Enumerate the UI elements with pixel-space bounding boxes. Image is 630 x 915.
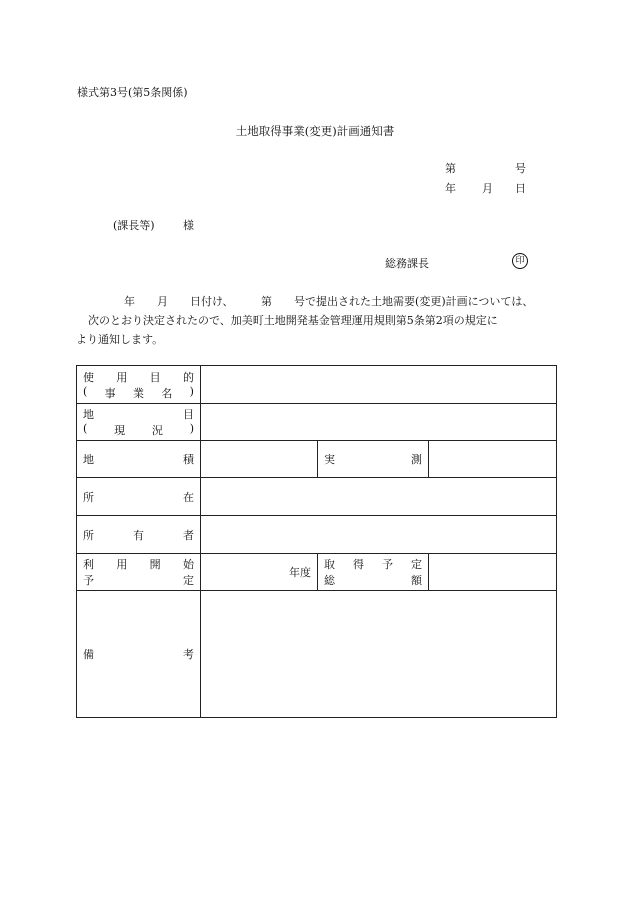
- body-line-2: 次のとおり決定されたので、加美町土地開発基金管理運用規則第5条第2項の規定に: [88, 314, 498, 327]
- landcat-label-2: [83, 422, 194, 438]
- start-value-suffix: 年度: [289, 566, 311, 579]
- label-char: 目: [149, 370, 161, 384]
- label-char: 目: [183, 408, 194, 421]
- landcat-label: [77, 404, 201, 441]
- label-char: 定: [411, 558, 422, 571]
- owner-row: [77, 516, 557, 554]
- label-char: (: [83, 384, 88, 398]
- location-label: [77, 478, 201, 516]
- label-char: 始: [182, 558, 194, 571]
- label-char: 事: [104, 386, 116, 400]
- addressee-honorific: 様: [183, 219, 194, 232]
- area-value[interactable]: [201, 441, 318, 478]
- label-char: 在: [183, 490, 194, 504]
- label-char: 予: [382, 558, 393, 571]
- form-number-label: 様式第3号(第5条関係): [77, 86, 188, 99]
- label-char: 地: [83, 453, 94, 466]
- survey-label: [318, 441, 429, 478]
- label-char: 所: [83, 490, 94, 504]
- label-char: 使: [83, 370, 94, 384]
- label-char: 名: [161, 386, 173, 400]
- label-char: 利: [83, 558, 94, 571]
- label-char: 測: [411, 453, 422, 466]
- label-char: 用: [116, 558, 128, 571]
- start-label-2: [83, 572, 194, 588]
- plan-details-table: [76, 365, 557, 718]
- label-char: ): [189, 422, 194, 435]
- label-char: 額: [411, 574, 422, 587]
- date-day: 日: [515, 182, 526, 195]
- label-char: 総: [324, 574, 335, 587]
- owner-label: [77, 516, 201, 554]
- label-char: 業: [132, 386, 144, 400]
- landcat-value[interactable]: [201, 404, 557, 441]
- label-char: 実: [324, 453, 335, 466]
- body-line-3: より通知します。: [76, 333, 164, 346]
- purpose-label-2: [83, 385, 194, 401]
- purpose-row: [77, 366, 557, 404]
- purpose-label: [77, 366, 201, 404]
- start-label-1: [83, 556, 194, 572]
- amount-label-1: [324, 556, 422, 572]
- location-label-text: [83, 489, 194, 505]
- amount-value[interactable]: [429, 554, 557, 591]
- purpose-value[interactable]: [201, 366, 557, 404]
- area-label: [77, 441, 201, 478]
- survey-value[interactable]: [429, 441, 557, 478]
- seal-mark: 印: [512, 253, 528, 269]
- label-char: 取: [324, 558, 335, 571]
- remarks-value[interactable]: [201, 591, 557, 718]
- survey-label-text: [324, 451, 422, 467]
- sender-title: 総務課長: [385, 257, 429, 270]
- addressee-name: (課長等): [113, 219, 155, 232]
- label-char: 考: [183, 648, 194, 661]
- label-char: 定: [183, 574, 194, 587]
- label-char: 得: [353, 558, 364, 571]
- remarks-row: [77, 591, 557, 718]
- body-line-1: 年 月 日付け、 第 号で提出された土地需要(変更)計画については、: [124, 295, 534, 308]
- area-row: [77, 441, 557, 478]
- purpose-label-1: [83, 369, 194, 385]
- label-char: 用: [116, 370, 128, 384]
- owner-value[interactable]: [201, 516, 557, 554]
- area-label-text: [83, 451, 194, 467]
- location-value[interactable]: [201, 478, 557, 516]
- amount-label-2: [324, 572, 422, 588]
- label-char: 備: [83, 648, 94, 661]
- doc-number-suffix: 号: [515, 162, 526, 175]
- document-title: 土地取得事業(変更)計画通知書: [235, 124, 395, 138]
- remarks-label-text: [83, 646, 194, 662]
- label-char: 予: [83, 574, 94, 587]
- label-char: 況: [151, 424, 163, 437]
- landcat-row: [77, 404, 557, 441]
- remarks-label: [77, 591, 201, 718]
- label-char: 積: [183, 453, 194, 466]
- location-row: [77, 478, 557, 516]
- notice-body: [76, 292, 556, 349]
- label-char: 有: [133, 528, 144, 542]
- date-year: 年: [445, 182, 456, 195]
- amount-label: [318, 554, 429, 591]
- label-char: 所: [83, 528, 94, 542]
- label-char: 現: [114, 424, 126, 437]
- doc-number-prefix: 第: [445, 162, 456, 175]
- landcat-label-1: [83, 406, 194, 422]
- owner-label-text: [83, 527, 194, 543]
- label-char: 開: [149, 558, 161, 571]
- label-char: 者: [183, 528, 194, 542]
- start-label: [77, 554, 201, 591]
- label-char: (: [83, 422, 88, 435]
- label-char: 的: [182, 370, 194, 384]
- start-value[interactable]: [201, 554, 318, 591]
- label-char: ): [189, 384, 194, 398]
- label-char: 地: [83, 408, 94, 421]
- start-row: [77, 554, 557, 591]
- date-month: 月: [482, 182, 493, 195]
